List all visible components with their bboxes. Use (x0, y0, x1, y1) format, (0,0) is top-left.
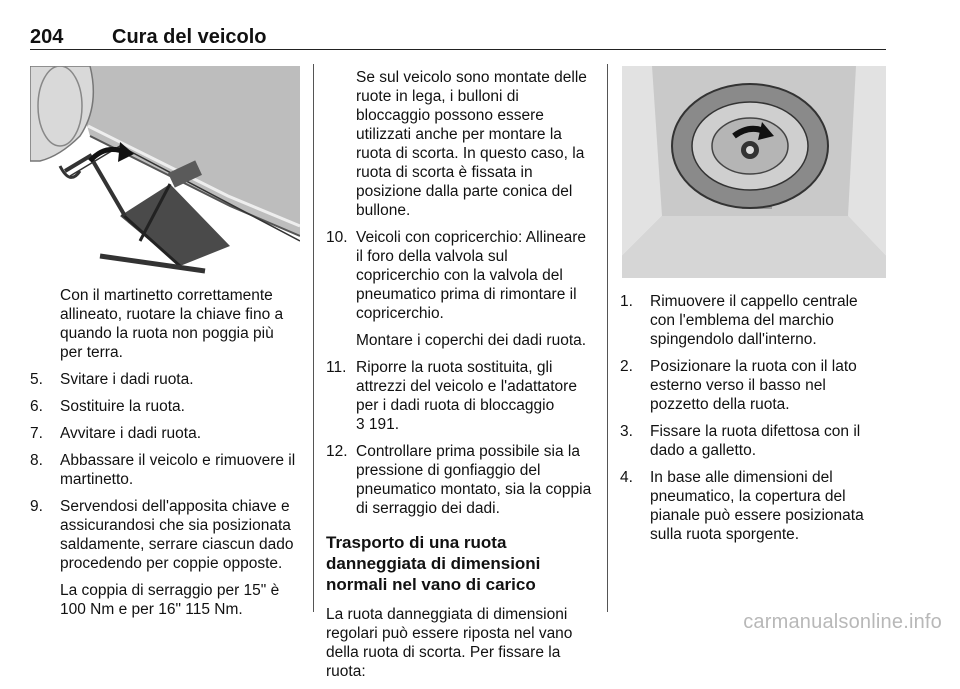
item-number: 8. (30, 452, 43, 469)
page-header (30, 18, 886, 52)
item-number: 7. (30, 425, 43, 442)
page-number: 204 (30, 26, 64, 48)
subheading: Trasporto di una ruota danneggiata di dimensioni normali nel vano di carico (326, 533, 541, 594)
item-text: Posizionare la ruota con il lato esterno verso il basso nel pozzetto della ruota. (650, 358, 857, 413)
item-text: Rimuovere il cappello centrale con l'emblema del marchio spingendolo dall'interno. (650, 293, 858, 348)
item-number: 4. (620, 469, 633, 486)
item-number: 12. (326, 443, 348, 460)
column-divider-2 (607, 64, 608, 612)
item-text: Riporre la ruota sostituita, gli attrezzi del veicolo e l'adattatore per i dadi ruota di bloccaggio (356, 359, 577, 414)
list-item (326, 442, 594, 518)
item-text: Abbassare il veicolo e rimuovere il martinetto. (60, 452, 296, 488)
watermark: carmanualsonline.info (743, 611, 942, 633)
list-item (326, 228, 594, 350)
header-rule (30, 49, 886, 50)
item-text: Sostituire la ruota. (60, 398, 185, 415)
item-text: Servendosi dell'apposita chiave e assicurandosi che sia posizionata saldamente, serrare ciascun dado procedendo per coppie opposte. (60, 498, 294, 572)
list-item (30, 497, 300, 619)
page-reference[interactable]: 3 191. (356, 416, 400, 433)
section-title: Cura del veicolo (112, 26, 267, 48)
jack-illustration (30, 66, 300, 278)
column-2 (326, 68, 594, 689)
col2-intro: Se sul veicolo sono montate delle ruote in lega, i bulloni di bloccaggio possono essere utilizzati anche per montare la ruota di scorta. In questo caso, la ruota di scorta è fissata in posizione dalla parte conica del bullone. (356, 69, 587, 219)
list-item (620, 357, 886, 414)
item-text: Avvitare i dadi ruota. (60, 425, 202, 442)
item-note: La coppia di serraggio per 15" è 100 Nm e per 16" 115 Nm. (60, 582, 280, 618)
item-text: In base alle dimensioni del pneumatico, la copertura del pianale può essere posizionata sulla ruota sporgente. (650, 469, 864, 543)
list-item (30, 397, 300, 416)
item-number: 9. (30, 498, 43, 515)
list-item (326, 358, 594, 434)
list-item (30, 451, 300, 489)
item-number: 11. (326, 359, 347, 376)
spare-wheel-illustration (622, 66, 886, 278)
item-number: 5. (30, 371, 43, 388)
item-text: Svitare i dadi ruota. (60, 371, 194, 388)
column-1 (30, 286, 300, 627)
item-number: 3. (620, 423, 633, 440)
col2-paragraph: La ruota danneggiata di dimensioni regolari può essere riposta nel vano della ruota di scorta. Per fissare la ruota: (326, 606, 573, 680)
item-note: Montare i coperchi dei dadi ruota. (356, 332, 587, 349)
item-number: 2. (620, 358, 633, 375)
item-number: 6. (30, 398, 43, 415)
item-number: 10. (326, 229, 348, 246)
item-text: Controllare prima possibile sia la pressione di gonfiaggio del pneumatico montato, sia la coppia di serraggio dei dadi. (356, 443, 592, 517)
column-divider-1 (313, 64, 314, 612)
column-3 (620, 292, 886, 552)
list-item (620, 422, 886, 460)
list-item (30, 424, 300, 443)
item-text: Fissare la ruota difettosa con il dado a galletto. (650, 423, 861, 459)
list-item (620, 292, 886, 349)
col1-intro: Con il martinetto correttamente allineato, ruotare la chiave fino a quando la ruota non poggia più per terra. (60, 287, 284, 361)
list-item (620, 468, 886, 544)
item-number: 1. (620, 293, 633, 310)
item-text: Veicoli con copricerchio: Allineare il foro della valvola sul copricerchio con la valvola del pneumatico prima di rimontare il copricerchio. (356, 229, 587, 322)
list-item (30, 370, 300, 389)
